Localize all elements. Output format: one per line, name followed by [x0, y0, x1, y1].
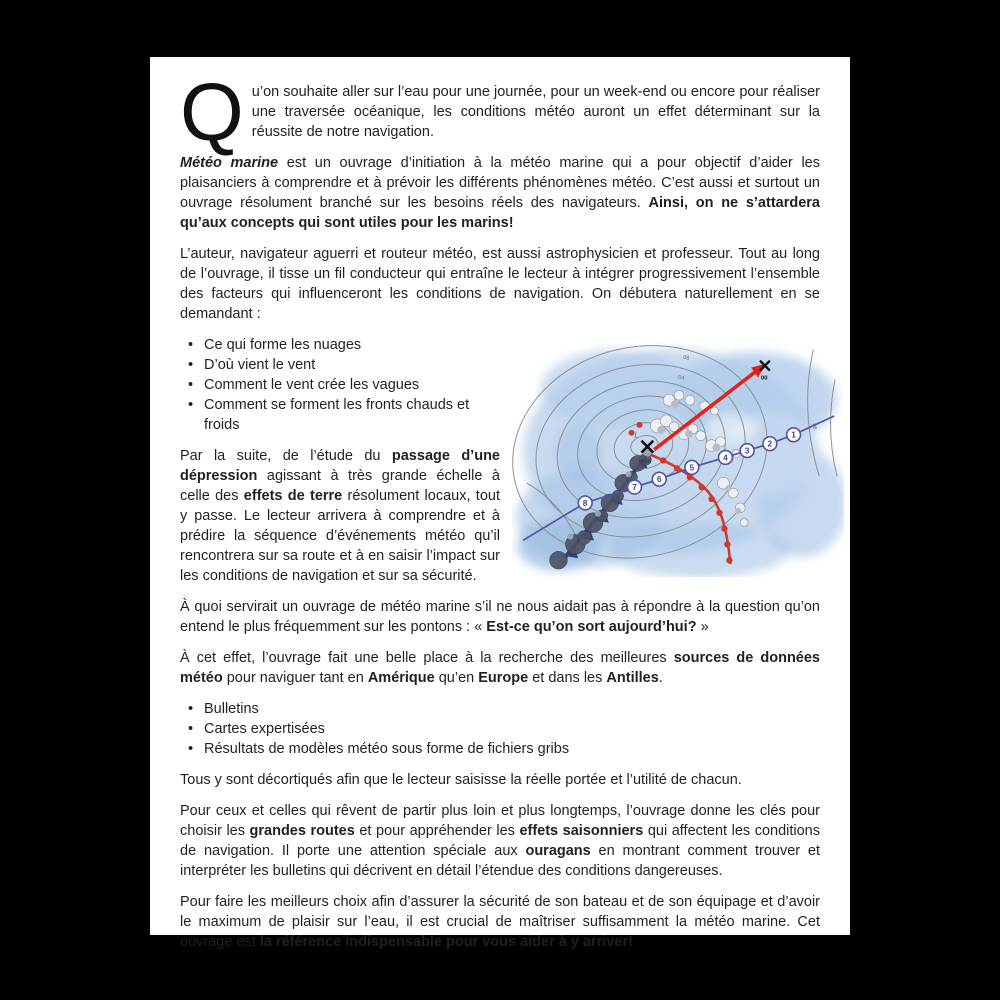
- list-item: • Cartes expertisées: [204, 719, 820, 739]
- route-point-label: 8: [582, 497, 588, 508]
- route-point-label: 7: [632, 482, 637, 493]
- route-point: [718, 451, 732, 465]
- isobar-label: 08: [682, 354, 690, 362]
- routes-paragraph: Pour ceux et celles qui rêvent de partir plus loin et plus longtemps, l’ouvrage donne les clés pour choisir les grandes routes et pour appréhender les effets saisonniers qui affectent les conditions de navigation. Il porte une attention spéciale aux ouragans en montrant comment trouver et interpréter les bulletins qui décrivent en détail l’étendue des conditions dangereuses.: [180, 803, 820, 879]
- sources-paragraph: À cet effet, l’ouvrage fait une belle place à la recherche des meilleures sources de données météo pour naviguer tant en Amérique qu’en Europe et dans les Antilles.: [180, 650, 820, 686]
- route-point: [578, 496, 592, 510]
- route-point: [685, 460, 699, 474]
- list-item: • Comment le vent crée les vagues: [204, 375, 820, 395]
- list-item: • Résultats de modèles météo sous forme de fichiers gribs: [204, 739, 820, 759]
- route-point: [652, 472, 666, 486]
- author-paragraph: L’auteur, navigateur aguerri et routeur météo, est aussi astrophysicien et professeur. Tout au long de l’ouvrage, il tisse un fil conducteur qui entraîne le lecteur à intégrer progressivement l’ensemble des facteurs qui influenceront les conditions de navigation. On débutera naturellement en se demandant :: [180, 246, 820, 322]
- route-point: [628, 480, 642, 494]
- intro-text: u’on souhaite aller sur l’eau pour une journée, pour un week-end ou encore pour réaliser une traversée océanique, les conditions météo auront un effet déterminant sur la réussite de notre navigation.: [251, 84, 820, 140]
- list-item: • Bulletins: [204, 699, 820, 719]
- route-point-label: 6: [656, 474, 662, 485]
- low-letter-label: L: [634, 430, 639, 440]
- drop-cap: Q: [180, 67, 244, 158]
- route-point: [740, 444, 754, 458]
- list-item: • Comment se forment les fronts chauds et froids: [204, 395, 820, 435]
- list-item: • D’où vient le vent: [204, 355, 820, 375]
- route-point-label: 2: [767, 438, 773, 449]
- route-point-label: 1: [791, 429, 796, 440]
- intro-paragraph: [180, 67, 820, 158]
- destination-label: 00: [760, 375, 768, 382]
- meteo-marine-paragraph: Météo marine est un ouvrage d’initiation à la météo marine qui a pour objectif d’aider les plaisanciers à comprendre et à prévoir les différents phénomènes météo. C’est aussi et surtout un ouvrage résolument branché sur les besoins réels des navigateurs. Ainsi, on ne s’attardera qu’aux concepts qui sont utiles pour les marins!: [180, 155, 820, 231]
- isobar-label: 04: [677, 374, 685, 382]
- low-pressure-label: 996: [640, 458, 652, 466]
- depression-paragraph: Par la suite, de l’étude du passage d’une dépression agissant à très grande échelle à celle des effets de terre résolument locaux, tout y passe. Le lecteur arrivera à comprendre et à prédire la séquence d’événements météo qu’il rencontrera sur sa route et à en saisir l’impact sur les conditions de navigation et sur sa sécurité.: [180, 448, 500, 584]
- isobar-label: 08: [810, 423, 818, 431]
- route-point: [763, 437, 777, 451]
- list-item: • Ce qui forme les nuages: [204, 335, 820, 355]
- question-paragraph: À quoi servirait un ouvrage de météo marine s’il ne nous aidait pas à répondre à la question qu’on entend le plus fréquemment sur les pontons : « Est-ce qu’on sort aujourd’hui? »: [180, 599, 820, 635]
- questions-list: [180, 335, 820, 435]
- route-point-label: 5: [689, 462, 695, 473]
- sources-list: [180, 699, 820, 759]
- summary-paragraph: Tous y sont décortiqués afin que le lecteur saisisse la réelle portée et l’utilité de chacun.: [180, 772, 742, 788]
- closing-paragraph: Pour faire les meilleurs choix afin d’assurer la sécurité de son bateau et de son équipage et d’avoir le maximum de plaisir sur l’eau, il est crucial de maîtriser suffisamment la météo marine. Cet ouvrage est la référence indispensable pour vous aider à y arriver!: [180, 894, 820, 950]
- route-point-label: 3: [744, 445, 750, 456]
- route-point-label: 4: [723, 452, 728, 463]
- book-page: [150, 57, 850, 950]
